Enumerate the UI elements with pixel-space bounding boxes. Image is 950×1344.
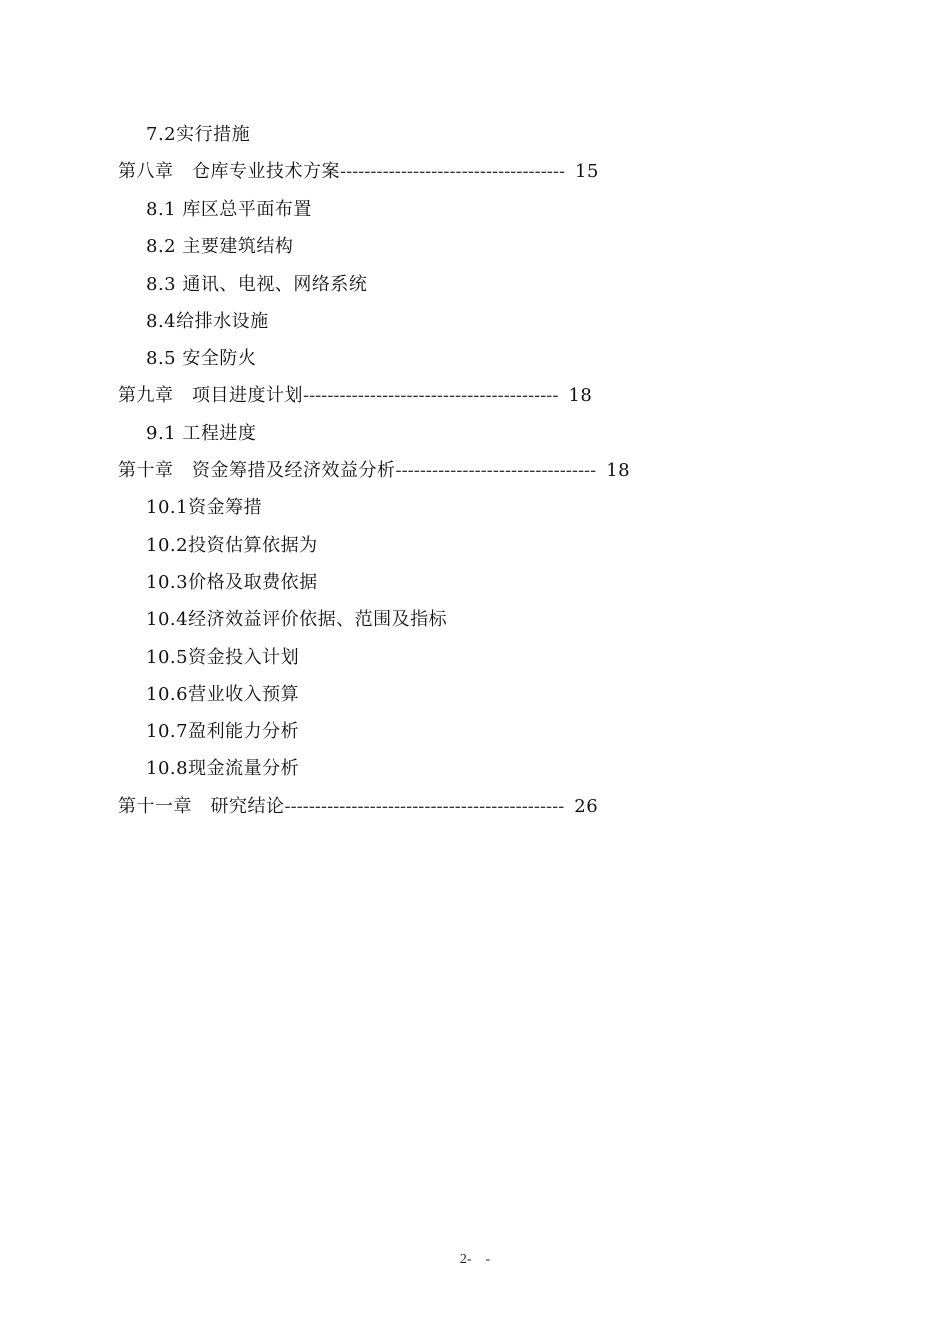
toc-section-10-6[interactable] [146,681,299,709]
toc-leader: ---------------------------------------------- [284,796,565,817]
toc-section-label: 10.3价格及取费依据 [146,572,318,593]
toc-section-label: 8.2 主要建筑结构 [146,236,294,257]
toc-section-10-1[interactable] [146,494,262,522]
toc-section-label: 10.2投资估算依据为 [146,535,318,556]
toc-chapter-11[interactable] [118,793,598,821]
toc-section-8-2[interactable] [146,233,293,261]
toc-section-7-2[interactable] [146,121,250,149]
toc-section-label: 8.4给排水设施 [146,311,269,332]
toc-page-number: 18 [568,385,593,406]
toc-section-10-5[interactable] [146,644,299,672]
toc-section-label: 10.6营业收入预算 [146,684,300,705]
toc-chapter-9[interactable] [118,382,592,410]
toc-chapter-label: 第九章 项目进度计划 [118,385,303,406]
toc-section-10-4[interactable] [146,606,447,634]
toc-section-label: 10.1资金筹措 [146,497,263,518]
toc-section-9-1[interactable] [146,420,256,448]
toc-section-label: 8.3 通讯、电视、网络系统 [146,274,368,295]
toc-leader: ------------------------------------- [340,161,566,182]
toc-section-8-3[interactable] [146,271,367,299]
toc-section-10-3[interactable] [146,569,318,597]
toc-section-label: 10.4经济效益评价依据、范围及指标 [146,609,448,630]
toc-leader: --------------------------------- [395,460,597,481]
toc-section-8-4[interactable] [146,308,269,336]
toc-chapter-label: 第十章 资金筹措及经济效益分析 [118,460,396,481]
toc-section-label: 10.5资金投入计划 [146,647,300,668]
toc-page-number: 18 [606,460,631,481]
toc-chapter-label: 第八章 仓库专业技术方案 [118,161,340,182]
toc-section-label: 9.1 工程进度 [146,423,257,444]
toc-section-8-5[interactable] [146,345,256,373]
toc-page-number: 15 [575,161,599,182]
toc-section-10-8[interactable] [146,755,299,783]
toc-section-8-1[interactable] [146,196,312,224]
toc-section-label: 10.7盈利能力分析 [146,721,300,742]
page-footer: 2- - [459,1252,491,1267]
toc-section-label: 8.1 库区总平面布置 [146,199,312,220]
toc-section-label: 7.2实行措施 [146,124,251,145]
toc-section-10-7[interactable] [146,718,299,746]
toc-page-number: 26 [574,796,599,817]
toc-section-label: 8.5 安全防火 [146,348,257,369]
toc-chapter-10[interactable] [118,457,630,485]
toc-section-label: 10.8现金流量分析 [146,758,300,779]
toc-chapter-8[interactable] [118,158,599,186]
toc-chapter-label: 第十一章 研究结论 [118,796,285,817]
toc-section-10-2[interactable] [146,532,318,560]
toc-leader: ------------------------------------------ [303,385,559,406]
